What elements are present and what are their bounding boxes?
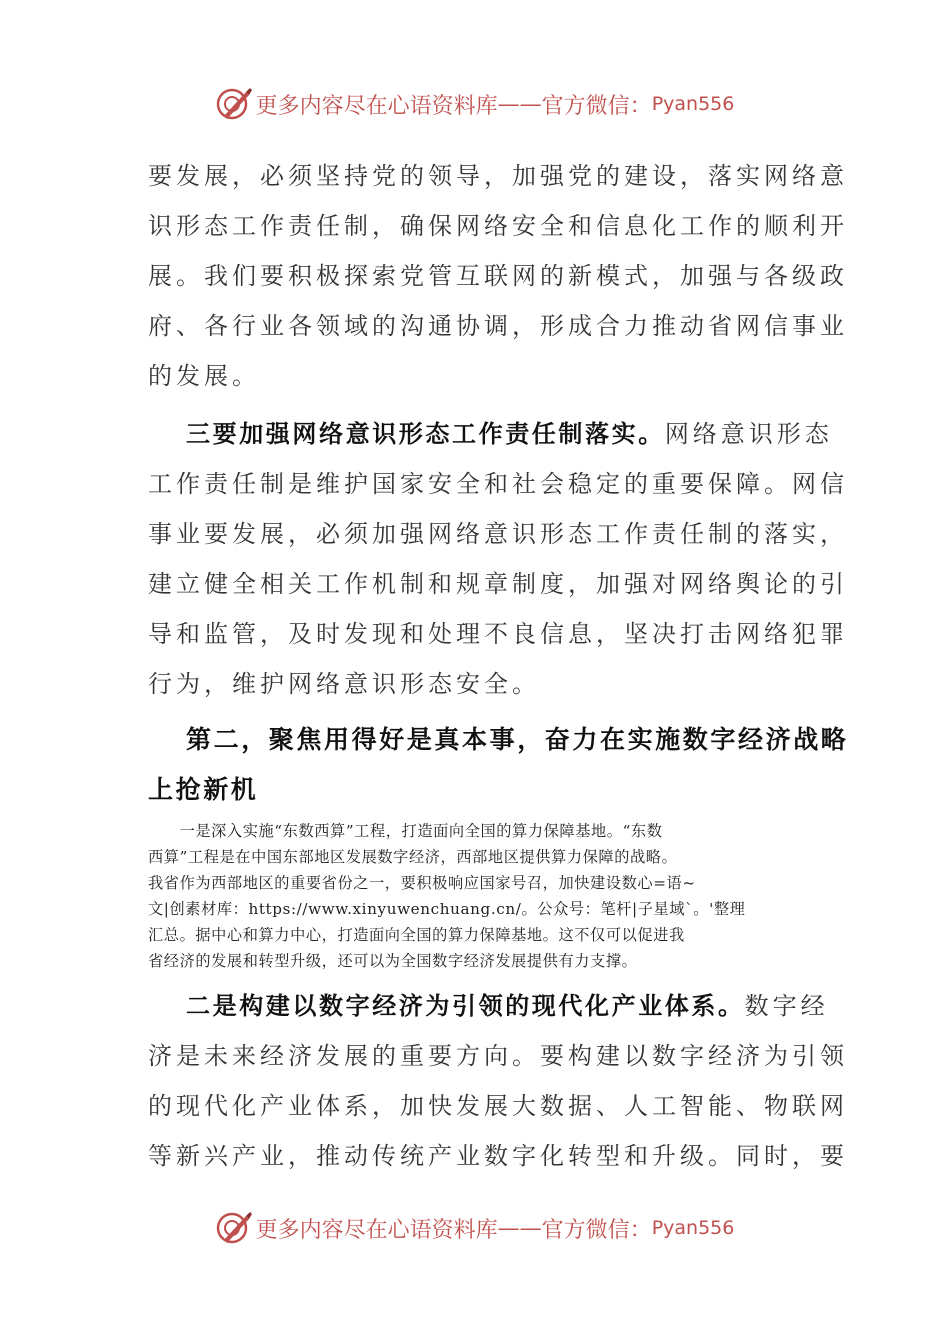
body-line: 等新兴产业，推动传统产业数字化转型和升级。同时，要 (148, 1142, 848, 1170)
section-heading: 上抢新机 (148, 775, 259, 804)
body-line: 的发展。 (148, 362, 260, 390)
body-line: 的现代化产业体系，加快发展大数据、人工智能、物联网 (148, 1092, 848, 1120)
body-line: 建立健全相关工作机制和规章制度，加强对网络舆论的引 (148, 570, 848, 598)
paragraph-lead (186, 414, 833, 449)
banner-dash: —— (497, 91, 542, 117)
bold-lead: 二是构建以数字经济为引领的现代化产业体系。 (186, 991, 745, 1020)
body-text: 网络意识形态 (664, 420, 833, 448)
small-line: 汇总。据中心和算力中心，打造面向全国的算力保障基地。这不仅可以促进我 (148, 926, 685, 944)
small-line: 西算”工程是在中国东部地区发展数字经济，西部地区提供算力保障的战略。 (148, 848, 678, 866)
banner-text: 更多内容尽在心语资料库 (255, 1217, 498, 1243)
footer-banner (0, 1208, 950, 1248)
body-line: 展。我们要积极探索党管互联网的新模式，加强与各级政 (148, 262, 848, 290)
body-line: 行为，维护网络意识形态安全。 (148, 670, 540, 698)
section-heading: 第二，聚焦用得好是真本事，奋力在实施数字经济战略 (186, 725, 849, 754)
banner-dash: —— (497, 1215, 542, 1241)
small-line: 一是深入实施“东数西算”工程，打造面向全国的算力保障基地。“东数 (148, 822, 663, 840)
bold-lead: 三要加强网络意识形态工作责任制落实。 (186, 419, 665, 448)
paragraph-lead (186, 986, 829, 1021)
small-line: 省经济的发展和转型升级，还可以为全国数字经济发展提供有力支撑。 (148, 952, 638, 970)
banner-text: 更多内容尽在心语资料库 (255, 93, 498, 119)
body-line: 识形态工作责任制，确保网络安全和信息化工作的顺利开 (148, 212, 848, 240)
body-line: 导和监管，及时发现和处理不良信息，坚决打击网络犯罪 (148, 620, 848, 648)
body-text: 数字经 (744, 992, 829, 1020)
official-label: 官方微信： (541, 1217, 652, 1243)
wechat-id: Pyan556 (651, 1217, 735, 1239)
small-line: 我省作为西部地区的重要省份之一，要积极响应国家号召，加快建设数心=语~ (148, 874, 696, 892)
header-banner (0, 84, 950, 124)
body-line: 工作责任制是维护国家安全和社会稳定的重要保障。网信 (148, 470, 848, 498)
official-label: 官方微信： (541, 93, 652, 119)
pen-logo-icon (216, 86, 252, 122)
wechat-id: Pyan556 (651, 93, 735, 115)
body-line: 要发展，必须坚持党的领导，加强党的建设，落实网络意 (148, 162, 848, 190)
pen-logo-icon (216, 1210, 252, 1246)
body-line: 济是未来经济发展的重要方向。要构建以数字经济为引领 (148, 1042, 848, 1070)
small-line: 文|创素材库：https://www.xinyuwenchuang.cn/。公众号：笔杆|子星域`。'整理 (148, 900, 746, 918)
body-line: 事业要发展，必须加强网络意识形态工作责任制的落实， (148, 520, 848, 548)
body-line: 府、各行业各领域的沟通协调，形成合力推动省网信事业 (148, 312, 848, 340)
